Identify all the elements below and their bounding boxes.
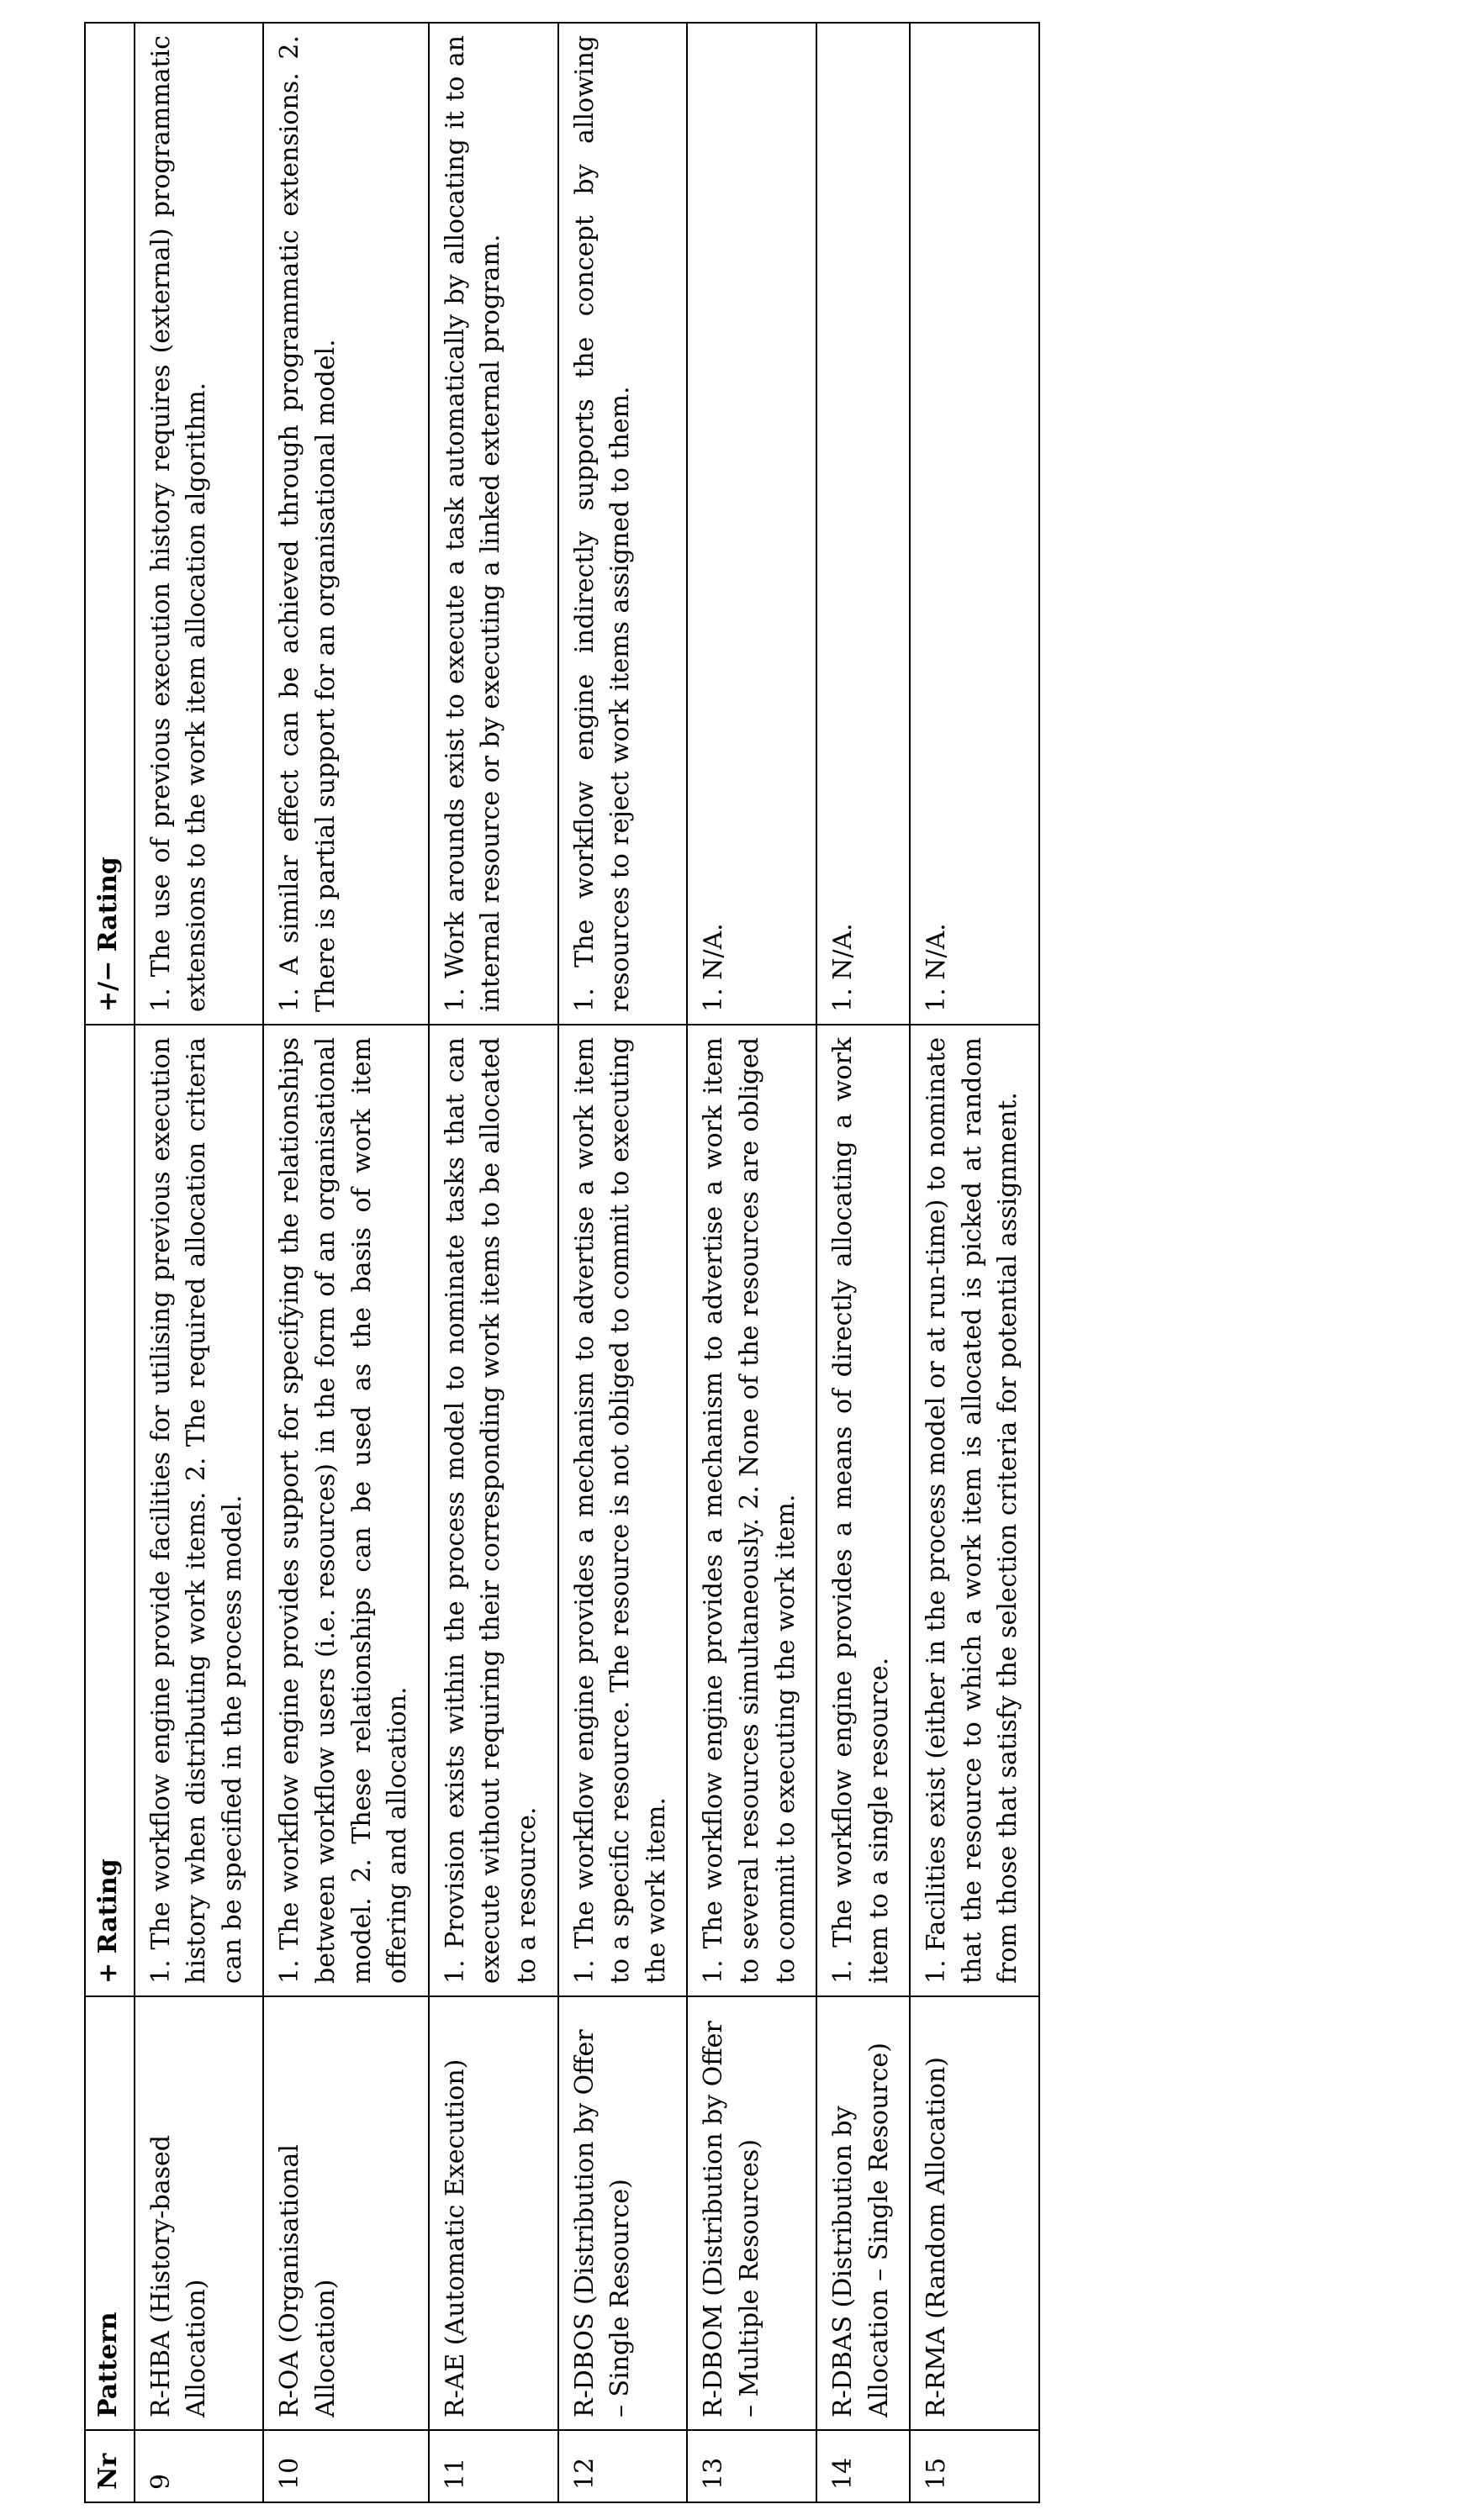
- table-row: [910, 23, 1039, 2502]
- row-nr: 10: [263, 2430, 428, 2502]
- row-plusminus-rating: 1. Work arounds exist to execute a task automatically by allocating it to an internal resource or by executing a linked external program.: [429, 23, 558, 1025]
- row-pattern: R-DBOS (Distribution by Offer – Single Resource): [558, 1996, 688, 2430]
- row-nr: 14: [816, 2430, 910, 2502]
- table-row: [687, 23, 816, 2502]
- row-plus-rating: 1. The workflow engine provides a mechanism to advertise a work item to several resources simultaneously. 2. None of the resources are obliged to commit to executing the work item.: [687, 1025, 816, 1996]
- header-plusminus-rating: +/− Rating: [85, 23, 135, 1025]
- row-plus-rating: 1. The workflow engine provide facilities for utilising previous execution history when distributing work items. 2. The required allocation criteria can be specified in the process model.: [135, 1025, 264, 1996]
- row-pattern: R-OA (Organisational Allocation): [263, 1996, 428, 2430]
- row-nr: 11: [429, 2430, 558, 2502]
- row-nr: 13: [687, 2430, 816, 2502]
- row-plus-rating: 1. The workflow engine provides support for specifying the relationships between workflow users (i.e. resources) in the form of an organisational model. 2. These relationships can be used as the basis of work item offering and allocation.: [263, 1025, 428, 1996]
- row-nr: 12: [558, 2430, 688, 2502]
- row-nr: 15: [910, 2430, 1039, 2502]
- row-plus-rating: 1. Provision exists within the process model to nominate tasks that can execute without requiring their corresponding work items to be allocated to a resource.: [429, 1025, 558, 1996]
- table-row: [816, 23, 910, 2502]
- row-plusminus-rating: 1. The use of previous execution history requires (external) programmatic extensions to the work item allocation algorithm.: [135, 23, 264, 1025]
- row-pattern: R-DBAS (Distribution by Allocation – Single Resource): [816, 1996, 910, 2430]
- header-nr: Nr: [85, 2430, 135, 2502]
- row-pattern: R-AE (Automatic Execution): [429, 1996, 558, 2430]
- row-plus-rating: 1. The workflow engine provides a means of directly allocating a work item to a single resource.: [816, 1025, 910, 1996]
- table-row: [429, 23, 558, 2502]
- row-plusminus-rating: 1. The workflow engine indirectly supports the concept by allowing resources to reject work items assigned to them.: [558, 23, 688, 1025]
- row-plus-rating: 1. Facilities exist (either in the process model or at run-time) to nominate that the resource to which a work item is allocated is picked at random from those that satisfy the selection criteria for potential assignment.: [910, 1025, 1039, 1996]
- table-row: [135, 23, 264, 2502]
- row-plusminus-rating: 1. A similar effect can be achieved through programmatic extensions. 2. There is partial support for an organisational model.: [263, 23, 428, 1025]
- row-plusminus-rating: 1. N/A.: [687, 23, 816, 1025]
- pattern-rating-table: [84, 22, 1040, 2503]
- row-plus-rating: 1. The workflow engine provides a mechanism to advertise a work item to a specific resource. The resource is not obliged to commit to executing the work item.: [558, 1025, 688, 1996]
- table-row: [263, 23, 428, 2502]
- row-pattern: R-HBA (History-based Allocation): [135, 1996, 264, 2430]
- table-row: [558, 23, 688, 2502]
- row-pattern: R-DBOM (Distribution by Offer – Multiple Resources): [687, 1996, 816, 2430]
- header-pattern: Pattern: [85, 1996, 135, 2430]
- row-plusminus-rating: 1. N/A.: [816, 23, 910, 1025]
- row-pattern: R-RMA (Random Allocation): [910, 1996, 1039, 2430]
- header-plus-rating: + Rating: [85, 1025, 135, 1996]
- header-row: [85, 23, 135, 2502]
- row-nr: 9: [135, 2430, 264, 2502]
- row-plusminus-rating: 1. N/A.: [910, 23, 1039, 1025]
